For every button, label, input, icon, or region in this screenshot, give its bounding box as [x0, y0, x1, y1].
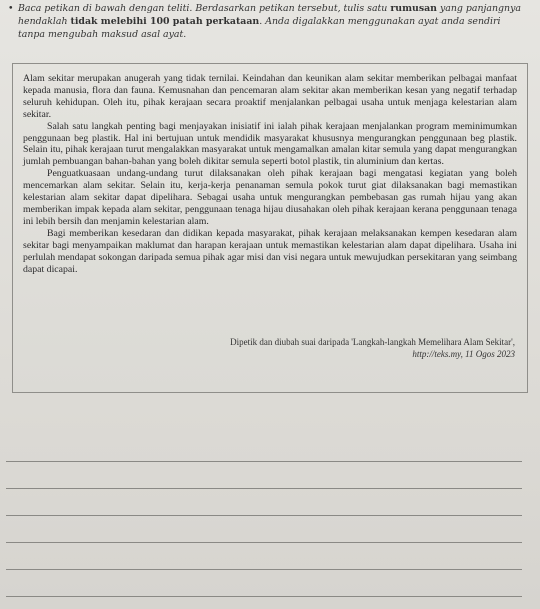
answer-lines[interactable]: [6, 435, 522, 597]
question-instruction: • Baca petikan di bawah dengan teliti. Berdasarkan petikan tersebut, tulis satu rumusan yang panjangnya hendaklah tidak melebihi 100 patah perkataan. Anda digalakkan menggunakan ayat anda sendiri tanpa mengubah maksud asal ayat.: [8, 3, 521, 40]
paragraph-3: Penguatkuasaan undang-undang turut dilaksanakan oleh pihak kerajaan bagi mengatasi kegiatan yang boleh mencemarkan alam sekitar. Selain itu, kerja-kerja penanaman semula pokok turut giat dilaksanakan bagi memastikan kelestarian alam sekitar dapat dipelihara. Sebagai usaha untuk mengurangkan pembebasan gas rumah hijau yang akan memberikan impak kepada alam sekitar, penggunaan tenaga hijau diusahakan oleh pihak kerajaan kerana penggunaan tenaga ini lebih bersih dan menjamin kelestarian alam.: [23, 168, 517, 227]
bullet-mark: •: [8, 3, 14, 14]
keyword-rumusan: rumusan: [390, 3, 437, 14]
paragraph-1: Alam sekitar merupakan anugerah yang tidak ternilai. Keindahan dan keunikan alam sekitar memberikan pelbagai manfaat kepada manusia, flora dan fauna. Kemusnahan dan pencemaran alam sekitar akan memberikan kesan yang negatif terhadap seluruh kehidupan. Oleh itu, pihak kerajaan secara proaktif menjalankan pelbagai usaha untuk menjaga kelestarian alam sekitar.: [23, 73, 517, 120]
source-citation: [115, 336, 515, 360]
answer-line[interactable]: [6, 489, 522, 516]
paragraph-2: Salah satu langkah penting bagi menjayakan inisiatif ini ialah pihak kerajaan menjalankan program meminimumkan penggunaan beg plastik. Hal ini bertujuan untuk mendidik masyarakat khususnya mengurangkan penggunaan beg plastik. Selain itu, pihak kerajaan turut mengalakkan masyarakat untuk mengamalkan amalan kitar semula yang dapat mengurangkan jumlah pembuangan bahan-bahan yang boleh dikitar semula seperti botol plastik, tin aluminium dan kertas.: [23, 120, 517, 168]
source-url-date: http://teks.my, 11 Ogos 2023: [412, 349, 515, 359]
answer-line[interactable]: [6, 570, 522, 597]
answer-line[interactable]: [6, 516, 522, 543]
passage-text: [23, 73, 517, 275]
paragraph-4: Bagi memberikan kesedaran dan didikan kepada masyarakat, pihak kerajaan melaksanakan kempen kesedaran alam sekitar bagi menyampaikan maklumat dan harapan kerajaan untuk memastikan kelestarian alam dapat dipelihara. Usaha ini perlulah mendapat sokongan daripada semua pihak agar misi dan visi negara untuk mewujudkan persekitaran yang seimbang dapat dicapai.: [23, 227, 517, 275]
word-limit-emphasis: tidak melebihi 100 patah perkataan: [70, 16, 260, 27]
answer-line[interactable]: [6, 543, 522, 570]
source-title: Dipetik dan diubah suai daripada 'Langkah-langkah Memelihara Alam Sekitar',: [230, 337, 515, 347]
answer-line[interactable]: [6, 462, 522, 489]
answer-line[interactable]: [6, 435, 522, 462]
passage-box: [12, 63, 528, 393]
